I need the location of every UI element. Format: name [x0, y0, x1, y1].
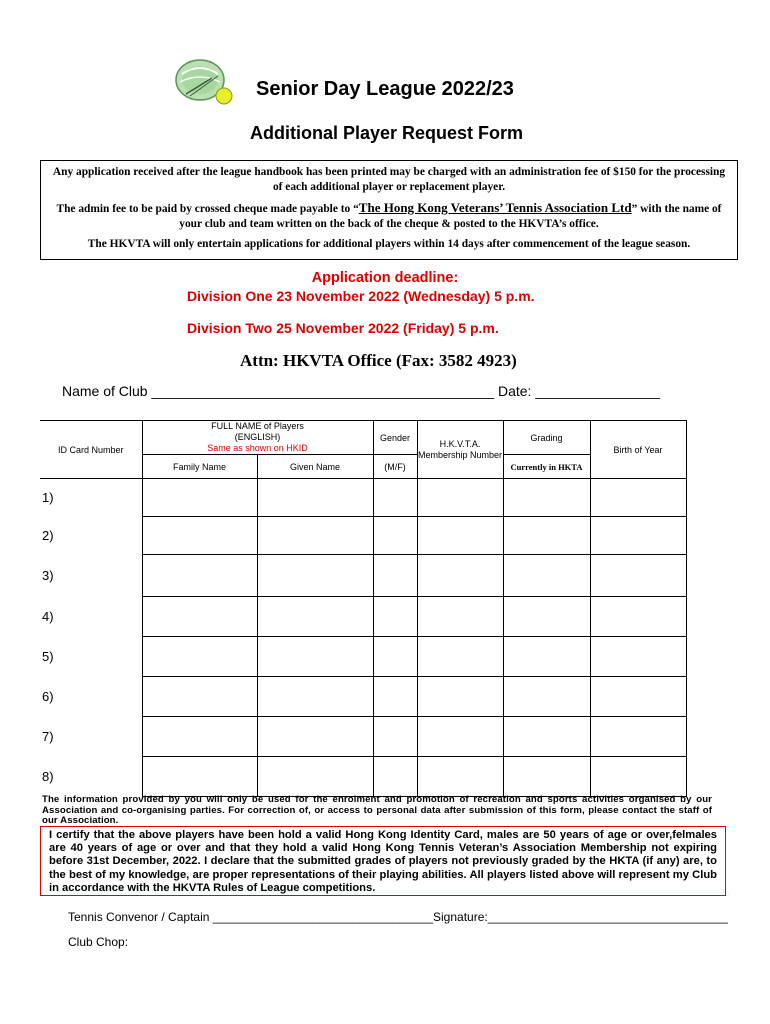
given-name-cell[interactable]: [257, 677, 373, 717]
membership-cell[interactable]: [417, 757, 503, 797]
header-same-as-hkid: Same as shown on HKID: [207, 443, 308, 453]
given-name-cell[interactable]: [257, 637, 373, 677]
privacy-statement: The information provided by you will only be used for the enrolment and promotion of recreation and sports activities organised by our Association and co-organising parties. For correction of, or access to personal data after submission of this form, please contact the staff of our Association.: [42, 794, 712, 826]
admin-fee-notice: [40, 160, 738, 260]
membership-cell[interactable]: [417, 479, 503, 517]
family-name-cell[interactable]: [142, 555, 257, 597]
table-row: [40, 677, 686, 717]
birth-year-cell[interactable]: [590, 517, 686, 555]
given-name-cell[interactable]: [257, 555, 373, 597]
date-field[interactable]: ________________: [535, 383, 660, 399]
given-name-cell[interactable]: [257, 597, 373, 637]
family-name-cell[interactable]: [142, 597, 257, 637]
gender-cell[interactable]: [373, 637, 417, 677]
gender-cell[interactable]: [373, 555, 417, 597]
membership-cell[interactable]: [417, 517, 503, 555]
family-name-cell[interactable]: [142, 717, 257, 757]
hkvta-logo: [172, 52, 240, 114]
notice-cheque-pre: The admin fee to be paid by crossed cheque made payable to “: [56, 203, 359, 215]
club-chop-label: Club Chop:: [68, 935, 129, 949]
birth-year-cell[interactable]: [590, 597, 686, 637]
birth-year-cell[interactable]: [590, 555, 686, 597]
membership-cell[interactable]: [417, 637, 503, 677]
header-full-name-label: FULL NAME of Players: [211, 421, 304, 431]
membership-cell[interactable]: [417, 717, 503, 757]
row-number: 3): [42, 568, 54, 583]
table-row: [40, 637, 686, 677]
header-mf: (M/F): [373, 455, 417, 479]
family-name-cell[interactable]: [142, 517, 257, 555]
convenor-label: Tennis Convenor / Captain: [68, 910, 210, 924]
header-id-card: ID Card Number: [40, 421, 142, 479]
certification-box: I certify that the above players have been hold a valid Hong Kong Identity Card, males are 50 years of age or over,felmales are 40 years of age or over and that they hold a valid Hong Kong Tennis Veteran’s Association Membership not expiring before 31st December, 2022. I declare that the submitted grades of players not previously graded by the HKTA (if any) are, to the best of my knowledge, are proper representations of their playing abilities. All players listed above will represent my Club in accordance with the HKVTA Rules of League competitions.: [40, 826, 726, 896]
deadline-heading: Application deadline:: [311, 270, 459, 286]
table-row: [40, 517, 686, 555]
grading-cell[interactable]: [503, 717, 590, 757]
row-number: 8): [42, 769, 54, 784]
header-full-name: [142, 421, 373, 455]
grading-cell[interactable]: [503, 757, 590, 797]
given-name-cell[interactable]: [257, 517, 373, 555]
given-name-cell[interactable]: [257, 479, 373, 517]
membership-cell[interactable]: [417, 555, 503, 597]
signature-line: [68, 910, 728, 924]
grading-cell[interactable]: [503, 517, 590, 555]
club-name-label: Name of Club: [62, 383, 148, 399]
header-gender: Gender: [373, 421, 417, 455]
table-row: [40, 717, 686, 757]
header-english-label: (ENGLISH): [234, 432, 281, 442]
header-currently-hkta: Currently in HKTA: [503, 455, 590, 479]
family-name-cell[interactable]: [142, 479, 257, 517]
family-name-cell[interactable]: [142, 757, 257, 797]
form-title: Senior Day League 2022/23: [256, 78, 514, 100]
notice-cheque-post: ” with the name of your club and team written on the back of the cheque & posted to the HKVTA’s office.: [179, 203, 722, 230]
gender-cell[interactable]: [373, 479, 417, 517]
row-number: 2): [42, 528, 54, 543]
gender-cell[interactable]: [373, 677, 417, 717]
birth-year-cell[interactable]: [590, 479, 686, 517]
table-row: [40, 757, 686, 797]
header-grading: Grading: [503, 421, 590, 455]
division-two-deadline: Division Two 25 November 2022 (Friday) 5 p.m.: [187, 320, 499, 336]
date-label: Date:: [497, 383, 532, 399]
row-number: 7): [42, 729, 54, 744]
grading-cell[interactable]: [503, 597, 590, 637]
attention-line: Attn: HKVTA Office (Fax: 3582 4923): [240, 351, 517, 370]
row-number: 5): [42, 649, 54, 664]
header-birth-year: Birth of Year: [590, 421, 686, 479]
grading-cell[interactable]: [503, 479, 590, 517]
family-name-cell[interactable]: [142, 677, 257, 717]
header-family-name: Family Name: [142, 455, 257, 479]
convenor-field[interactable]: _________________________________: [212, 910, 434, 924]
player-rows: [40, 479, 686, 797]
grading-cell[interactable]: [503, 637, 590, 677]
gender-cell[interactable]: [373, 717, 417, 757]
table-row: [40, 597, 686, 637]
gender-cell[interactable]: [373, 597, 417, 637]
birth-year-cell[interactable]: [590, 637, 686, 677]
header-given-name: Given Name: [257, 455, 373, 479]
family-name-cell[interactable]: [142, 637, 257, 677]
notice-window-text: The HKVTA will only entertain applications for additional players within 14 days after commencement of the league season.: [87, 238, 691, 250]
gender-cell[interactable]: [373, 517, 417, 555]
given-name-cell[interactable]: [257, 757, 373, 797]
given-name-cell[interactable]: [257, 717, 373, 757]
birth-year-cell[interactable]: [590, 757, 686, 797]
club-date-line: [62, 383, 660, 399]
row-number: 4): [42, 609, 54, 624]
table-row: [40, 555, 686, 597]
table-row: [40, 479, 686, 517]
header-membership: H.K.V.T.A. Membership Number: [417, 421, 503, 479]
division-one-deadline: Division One 23 November 2022 (Wednesday) 5 p.m.: [187, 288, 535, 304]
signature-label: Signature:: [433, 910, 488, 924]
birth-year-cell[interactable]: [590, 717, 686, 757]
notice-payee: The Hong Kong Veterans’ Tennis Association Ltd: [358, 200, 632, 215]
membership-cell[interactable]: [417, 677, 503, 717]
signature-field[interactable]: ____________________________________: [487, 910, 728, 924]
form-subtitle: Additional Player Request Form: [250, 123, 524, 143]
gender-cell[interactable]: [373, 757, 417, 797]
notice-cheque-text: [47, 200, 731, 232]
grading-cell[interactable]: [503, 677, 590, 717]
players-table: [40, 420, 687, 797]
club-name-field[interactable]: ____________________________________________: [151, 383, 495, 399]
row-number: 6): [42, 689, 54, 704]
row-number: 1): [42, 490, 54, 506]
notice-fee-text: Any application received after the league handbook has been printed may be charged with an administration fee of $150 for the processing of each additional player or replacement player.: [52, 166, 726, 193]
grading-cell[interactable]: [503, 555, 590, 597]
birth-year-cell[interactable]: [590, 677, 686, 717]
membership-cell[interactable]: [417, 597, 503, 637]
